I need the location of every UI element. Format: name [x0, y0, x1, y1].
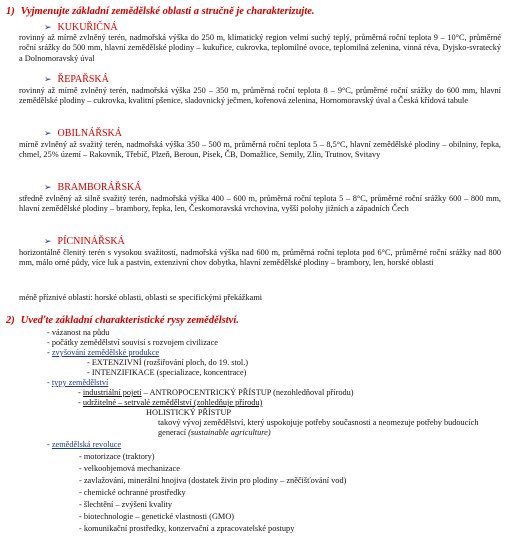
trait-extensive: - EXTENZIVNÍ (rozšiřování ploch, do 19. stol.)	[87, 358, 249, 367]
arrow-bullet-icon: ➢	[44, 75, 52, 85]
region-title-kukuricna: ➢ KUKUŘIČNÁ	[44, 22, 118, 33]
region-title-picninarska: ➢ PÍCNINÁŘSKÁ	[44, 236, 125, 247]
revolution-item: - motorizace (traktory)	[79, 452, 155, 461]
type-sustainable: - udržitelné – setrvalé zemědělství (zohledňuje přírodu)	[78, 398, 263, 407]
trait-civilization: - počátky zemědělství souvisí s rozvojem civilizace	[47, 338, 218, 347]
question-1-text: Vyjmenujte základní zemědělské oblasti a stručně je charakterizujte.	[20, 6, 315, 17]
question-2	[6, 315, 239, 326]
revolution-item: - chemické ochranné prostředky	[79, 488, 186, 497]
question-2-number: 2)	[6, 315, 15, 326]
revolution-item: - zavlažování, minerální hnojiva (dostatek živin pro plodiny – zněčišťování vod)	[79, 476, 347, 485]
trait-agricultural-revolution: - zemědělská revoluce	[47, 440, 122, 449]
question-1-number: 1)	[6, 6, 15, 17]
revolution-item: - šlechtění – zvýšení kvality	[79, 500, 173, 509]
trait-soil: - vázanost na půdu	[47, 328, 110, 337]
revolution-item: - komunikační prostředky, konzervační a zpracovatelské postupy	[79, 524, 295, 533]
region-desc-kukuricna: rovinný až mírně zvlněný terén, nadmořská výška do 250 m, klimatický region velmi suchý teplý, průměrná roční teplota 9 – 10°C, průměrné roční srážky do 500 mm, hlavní zemědělské plodiny – kukuřice, cukrovka, teplomilné ovoce, teplomilná zelenina, vinná réva, Dyjsko-svratecký a Dolnomoravský úval	[19, 33, 501, 63]
arrow-bullet-icon: ➢	[44, 237, 52, 247]
revolution-item: - biotechnologie – genetické vlastnosti (GMO)	[79, 512, 235, 521]
region-desc-obilnarska: mírně zvlněný až svažitý terén, nadmořská výška 350 – 500 m, průměrná roční teplota 5 – 8,5°C, hlavní zemědělské plodiny – obilniny, řepka, chmel, 25% území – Rakovník, Třebíč, Plzeň, Beroun, Písek, ČB, Domažlice, Semily, Zlín, Trutnov, Svitavy	[19, 140, 501, 160]
question-2-text: Uveďte základní charakteristické rysy zemědělství.	[20, 315, 239, 326]
sustainable-definition: takový vývoj zemědělství, který uspokojuje potřeby současnosti a neomezuje potřeby budoucích	[158, 418, 479, 427]
arrow-bullet-icon: ➢	[44, 23, 52, 33]
sustainable-definition-end: generací (sustainable agriculture)	[158, 428, 271, 437]
region-title-obilnarska: ➢ OBILNÁŘSKÁ	[44, 128, 122, 139]
arrow-bullet-icon: ➢	[44, 183, 52, 193]
region-desc-reparska: rovinný až mírně zvlněný terén, nadmořská výška 250 – 350 m, průměrná roční teplota 8 – 9°C, průměrné roční srážky do 600 mm, hlavní zemědělské plodiny – cukrovka, kvalitní pšenice, sladovnický ječmen, kořenová zelenina, Hornomoravský úval a Česká křídová tabule	[19, 86, 501, 106]
trait-intensification: - INTENZIFIKACE (specializace, koncentrace)	[87, 368, 247, 377]
region-title-bramborarska: ➢ BRAMBORÁŘSKÁ	[44, 182, 142, 193]
region-desc-picninarska: horizontálně členitý terén s vysokou svažitostí, nadmořská výška nad 600 m, průměrná roční teplota pod 6°C, průměrné roční srážky nad 800 mm, málo orné půdy, více luk a pastvin, extenzivní chov dobytka, hlavní zemědělské plodiny – brambory, len, horské oblasti	[19, 248, 501, 268]
arrow-bullet-icon: ➢	[44, 129, 52, 139]
trait-production-increase: - zvyšování zemědělské produkce	[47, 348, 160, 357]
trait-farming-types: - typy zemědělství	[47, 378, 109, 387]
question-1	[6, 6, 315, 17]
region-desc-bramborarska: středně zvlněný až silně svažitý terén, nadmořská výška 400 – 600 m, průměrná roční teplota 5 – 8°C, průměrné roční srážky 600 – 800 mm, hlavní zemědělské plodiny – brambory, řepka, len, Českomoravská vrchovina, vyšší polohy jižních a západních Čech	[19, 194, 501, 214]
revolution-item: - velkoobjemová mechanizace	[79, 464, 180, 473]
less-favored-areas: méně příznivé oblasti: horské oblasti, oblasti se specifickými překážkami	[19, 293, 263, 302]
region-title-reparska: ➢ ŘEPAŘSKÁ	[44, 74, 109, 85]
holistic-approach: HOLISTICKÝ PŘÍSTUP	[146, 408, 232, 417]
type-industrial: - industriální pojetí – ANTROPOCENTRICKÝ PŘÍSTUP (nezohledňoval přírodu)	[78, 388, 354, 397]
